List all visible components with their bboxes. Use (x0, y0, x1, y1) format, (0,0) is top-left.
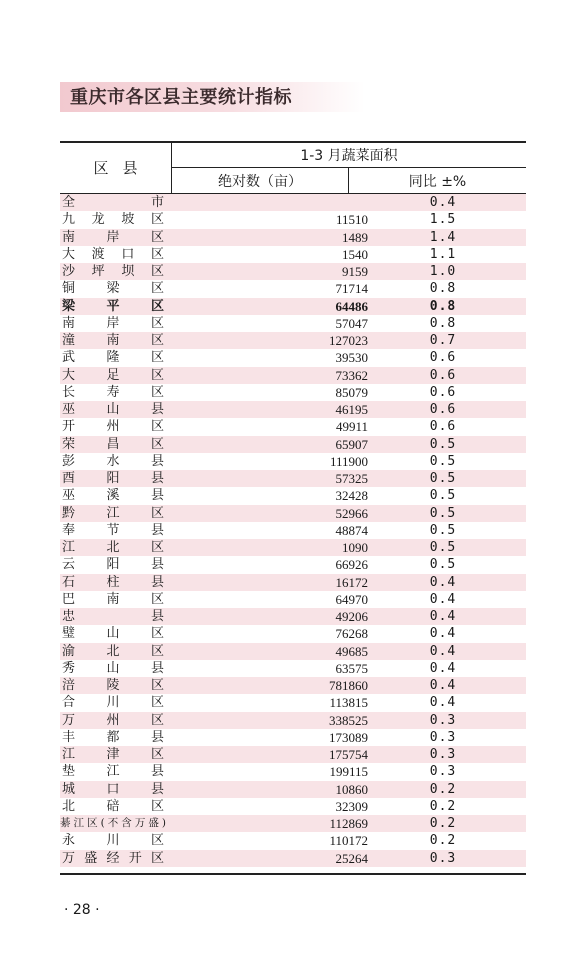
absolute-value-cell: 111900 (329, 453, 368, 469)
region-cell: 垫江县 (62, 764, 164, 780)
absolute-value-cell: 199115 (329, 764, 368, 780)
absolute-value-cell: 49685 (335, 643, 368, 659)
page-title: 重庆市各区县主要统计指标 (70, 87, 292, 108)
table-row (60, 211, 526, 228)
region-cell: 江津区 (62, 747, 164, 762)
table-row (60, 280, 526, 297)
table-row (60, 608, 526, 625)
yoy-cell: 0.2 (429, 781, 457, 797)
table-row (60, 763, 526, 780)
yoy-cell: 0.6 (429, 402, 457, 417)
absolute-value-cell: 173089 (329, 729, 368, 745)
table-row (60, 349, 526, 366)
absolute-value-cell: 1090 (342, 540, 368, 555)
table-row (60, 263, 526, 280)
absolute-value-cell: 16172 (335, 574, 368, 590)
page-number: · 28 · (64, 902, 100, 918)
yoy-cell: 0.3 (429, 764, 457, 780)
table-row (60, 487, 526, 504)
region-cell: 渝北区 (62, 643, 164, 659)
absolute-value-cell: 781860 (329, 678, 368, 693)
yoy-cell: 0.5 (429, 471, 457, 486)
yoy-cell: 0.2 (429, 798, 457, 814)
table-row (60, 556, 526, 573)
region-cell: 沙坪坝区 (62, 264, 164, 279)
absolute-value-cell (172, 194, 368, 211)
region-cell: 城口县 (62, 781, 164, 797)
region-cell: 长寿区 (62, 384, 164, 400)
absolute-value-cell: 127023 (329, 333, 368, 348)
region-cell: 合川区 (62, 695, 164, 711)
header-vegetable-area: 1-3 月蔬菜面积 (300, 147, 398, 164)
header-yoy: 同比 ±% (408, 173, 467, 190)
yoy-cell: 0.5 (429, 505, 457, 521)
yoy-cell: 0.7 (429, 333, 457, 348)
region-cell: 丰都县 (62, 729, 164, 745)
yoy-cell: 0.8 (429, 281, 457, 297)
yoy-cell: 0.4 (429, 609, 457, 624)
absolute-value-cell: 11510 (335, 212, 368, 228)
yoy-cell: 0.6 (429, 384, 457, 400)
absolute-value-cell: 110172 (329, 833, 368, 849)
table-row (60, 539, 526, 556)
absolute-value-cell: 64970 (335, 591, 368, 607)
absolute-value-cell: 57047 (335, 315, 368, 331)
header-region: 区县 (93, 159, 152, 177)
yoy-cell: 0.4 (429, 678, 457, 693)
absolute-value-cell: 9159 (342, 264, 368, 279)
absolute-value-cell: 46195 (335, 402, 368, 417)
absolute-value-cell: 32428 (335, 488, 368, 504)
region-cell: 巴南区 (62, 591, 164, 607)
absolute-value-cell: 25264 (335, 850, 368, 866)
yoy-cell: 0.2 (429, 816, 457, 831)
absolute-value-cell: 48874 (335, 522, 368, 538)
table-body (60, 194, 526, 867)
table-row (60, 332, 526, 349)
yoy-cell: 0.3 (429, 712, 457, 728)
region-cell: 九龙坡区 (62, 212, 164, 228)
region-cell: 北碚区 (62, 798, 164, 814)
absolute-value-cell: 1540 (342, 246, 368, 262)
table-row (60, 298, 526, 315)
yoy-cell: 0.4 (429, 643, 457, 659)
yoy-cell: 0.5 (429, 453, 457, 469)
yoy-cell: 0.4 (429, 660, 457, 676)
table-row (60, 401, 526, 418)
yoy-cell: 0.5 (429, 557, 457, 573)
yoy-cell: 1.4 (429, 229, 457, 245)
region-cell: 云阳县 (62, 557, 164, 573)
table-row (60, 746, 526, 763)
region-cell: 江北区 (62, 540, 164, 555)
region-cell: 大渡口区 (62, 246, 164, 262)
yoy-cell: 0.4 (429, 695, 457, 711)
yoy-cell: 1.0 (429, 264, 457, 279)
absolute-value-cell: 85079 (335, 384, 368, 400)
table-row (60, 453, 526, 470)
yoy-cell: 0.3 (429, 747, 457, 762)
table-row (60, 522, 526, 539)
region-cell: 梁平区 (62, 298, 164, 314)
absolute-value-cell: 113815 (329, 695, 368, 711)
absolute-value-cell: 112869 (329, 816, 368, 831)
region-cell: 涪陵区 (62, 678, 164, 693)
yoy-cell: 0.2 (429, 833, 457, 849)
table-row (60, 712, 526, 729)
yoy-cell: 1.5 (429, 212, 457, 228)
table-row (60, 625, 526, 642)
table-row (60, 470, 526, 487)
absolute-value-cell: 71714 (335, 281, 368, 297)
absolute-value-cell: 76268 (335, 626, 368, 642)
table-row (60, 660, 526, 677)
region-cell: 万盛经开区 (62, 850, 164, 866)
table-row (60, 315, 526, 332)
region-cell: 大足区 (62, 367, 164, 383)
table-row (60, 643, 526, 660)
table-row (60, 798, 526, 815)
yoy-cell: 0.3 (429, 729, 457, 745)
table-row (60, 418, 526, 435)
absolute-value-cell: 10860 (335, 781, 368, 797)
region-cell: 秀山县 (62, 660, 164, 676)
table-row (60, 436, 526, 453)
region-cell: 巫山县 (62, 402, 164, 417)
yoy-cell: 0.3 (429, 850, 457, 866)
table-row (60, 229, 526, 246)
absolute-value-cell: 73362 (335, 367, 368, 383)
region-cell: 綦江区(不含万盛) (60, 817, 166, 829)
absolute-value-cell: 52966 (335, 505, 368, 521)
table-row (60, 574, 526, 591)
region-cell: 巫溪县 (62, 488, 164, 504)
table-row (60, 781, 526, 798)
table-row (60, 850, 526, 867)
header-absolute: 绝对数（亩） (218, 173, 302, 190)
region-cell: 黔江区 (62, 505, 164, 521)
region-cell: 奉节县 (62, 522, 164, 538)
yoy-cell: 0.6 (429, 350, 457, 366)
absolute-value-cell: 64486 (335, 298, 368, 314)
table-bottom-rule (60, 873, 526, 875)
table-row (60, 505, 526, 522)
region-cell: 南岸区 (62, 229, 164, 245)
table-row (60, 815, 526, 832)
region-cell: 南岸区 (62, 315, 164, 331)
yoy-cell: 0.4 (429, 195, 457, 210)
region-cell: 忠县 (62, 609, 164, 624)
table-row (60, 246, 526, 263)
yoy-cell: 0.6 (429, 367, 457, 383)
absolute-value-cell: 1489 (342, 229, 368, 245)
region-cell: 万州区 (62, 712, 164, 728)
absolute-value-cell: 39530 (335, 350, 368, 366)
yoy-cell: 0.5 (429, 522, 457, 538)
absolute-value-cell: 65907 (335, 436, 368, 452)
yoy-cell: 0.8 (429, 298, 457, 314)
region-cell: 永川区 (62, 833, 164, 849)
region-cell: 开州区 (62, 419, 164, 435)
yoy-cell: 0.4 (429, 574, 457, 590)
region-cell: 潼南区 (62, 333, 164, 348)
table-row (60, 367, 526, 384)
region-cell: 荣昌区 (62, 436, 164, 452)
region-cell: 酉阳县 (62, 471, 164, 486)
absolute-value-cell: 338525 (329, 712, 368, 728)
table-row (60, 694, 526, 711)
absolute-value-cell: 63575 (335, 660, 368, 676)
table-row (60, 677, 526, 694)
yoy-cell: 0.8 (429, 315, 457, 331)
yoy-cell: 0.4 (429, 626, 457, 642)
table-row (60, 591, 526, 608)
table-row (60, 729, 526, 746)
yoy-cell: 0.5 (429, 488, 457, 504)
yoy-cell: 0.6 (429, 419, 457, 435)
absolute-value-cell: 32309 (335, 798, 368, 814)
region-cell: 全市 (62, 195, 164, 210)
yoy-cell: 0.5 (429, 436, 457, 452)
table-row (60, 194, 526, 211)
absolute-value-cell: 57325 (335, 471, 368, 486)
absolute-value-cell: 49911 (335, 419, 368, 435)
absolute-value-cell: 49206 (335, 609, 368, 624)
yoy-cell: 0.4 (429, 591, 457, 607)
region-cell: 铜梁区 (62, 281, 164, 297)
absolute-value-cell: 66926 (335, 557, 368, 573)
table-row (60, 832, 526, 849)
region-cell: 石柱县 (62, 574, 164, 590)
region-cell: 彭水县 (62, 453, 164, 469)
yoy-cell: 1.1 (429, 246, 457, 262)
yoy-cell: 0.5 (429, 540, 457, 555)
absolute-value-cell: 175754 (329, 747, 368, 762)
region-cell: 璧山区 (62, 626, 164, 642)
table-row (60, 384, 526, 401)
region-cell: 武隆区 (62, 350, 164, 366)
